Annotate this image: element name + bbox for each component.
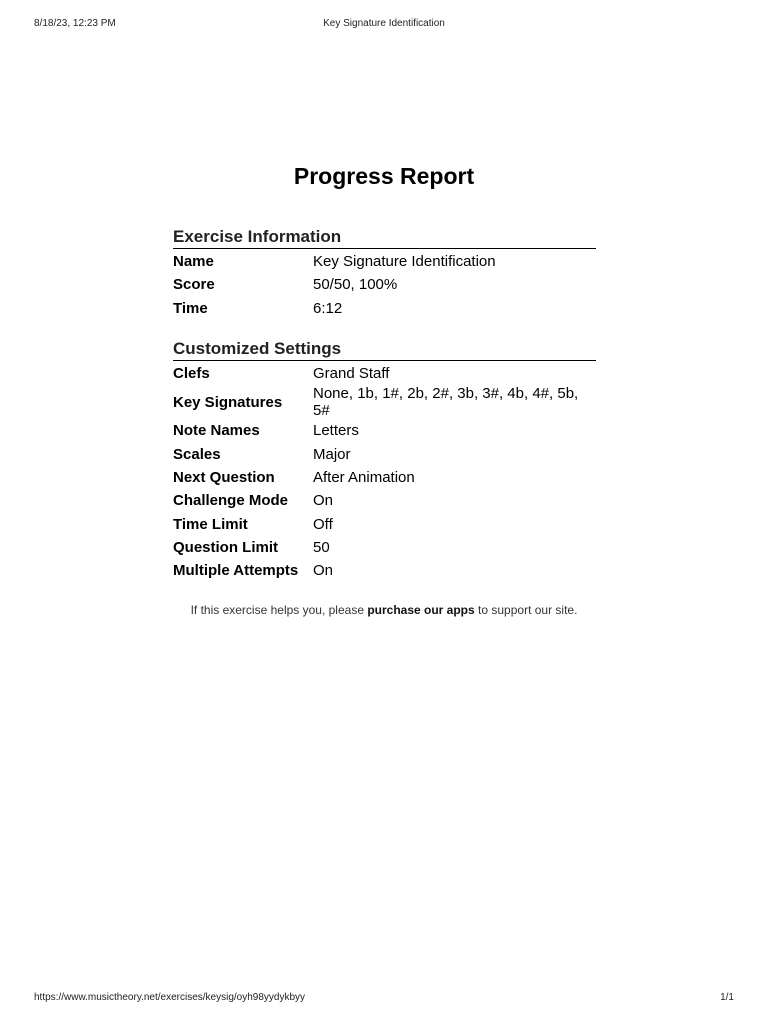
table-row [173, 385, 596, 419]
row-value: Off [313, 515, 333, 533]
support-note-after: to support our site. [474, 603, 578, 617]
row-label: Multiple Attempts [173, 562, 299, 580]
section-gap [173, 320, 596, 338]
row-label: Note Names [173, 422, 260, 440]
purchase-apps-link[interactable]: purchase our apps [367, 603, 475, 617]
row-value: On [313, 492, 334, 510]
row-label: Next Question [173, 468, 275, 486]
row-value: Grand Staff [313, 365, 390, 383]
row-value: Major [313, 445, 351, 463]
settings-heading: Customized Settings [173, 338, 596, 361]
row-value: On [313, 562, 334, 580]
table-row [173, 297, 596, 320]
row-label: Time [173, 299, 208, 317]
print-header-datetime: 8/18/23, 12:23 PM [34, 18, 116, 29]
exercise-info-table [173, 250, 596, 320]
table-row [173, 559, 596, 582]
table-row [173, 273, 596, 296]
support-note [0, 603, 768, 617]
row-value: 6:12 [313, 299, 343, 317]
row-value: After Animation [313, 468, 415, 486]
table-row [173, 536, 596, 559]
row-value: None, 1b, 1#, 2b, 2#, 3b, 3#, 4b, 4#, 5b, 5# [313, 385, 579, 420]
print-footer-url: https://www.musictheory.net/exercises/keysig/oyh98yydykbyy [34, 992, 306, 1003]
row-label: Challenge Mode [173, 492, 289, 510]
print-footer-page: 1/1 [720, 992, 734, 1003]
row-label: Clefs [173, 365, 210, 383]
row-label: Name [173, 253, 214, 271]
table-row [173, 419, 596, 442]
exercise-info-heading: Exercise Information [173, 226, 596, 249]
report-content [173, 226, 596, 582]
row-label: Question Limit [173, 538, 278, 556]
row-label: Time Limit [173, 515, 248, 533]
page-title: Progress Report [293, 163, 475, 189]
row-value: 50 [313, 538, 330, 556]
row-value: Letters [313, 422, 359, 440]
settings-table [173, 362, 596, 582]
print-header-title-wrap [0, 18, 768, 29]
table-row [173, 250, 596, 273]
row-label: Key Signatures [173, 393, 283, 411]
row-value: 50/50, 100% [313, 276, 398, 294]
table-row [173, 362, 596, 385]
row-value: Key Signature Identification [313, 253, 496, 271]
row-label: Score [173, 276, 215, 294]
support-note-before: If this exercise helps you, please [190, 603, 368, 617]
table-row [173, 442, 596, 465]
row-label: Scales [173, 445, 221, 463]
table-row [173, 489, 596, 512]
table-row [173, 466, 596, 489]
print-header-title: Key Signature Identification [323, 18, 445, 29]
table-row [173, 512, 596, 535]
